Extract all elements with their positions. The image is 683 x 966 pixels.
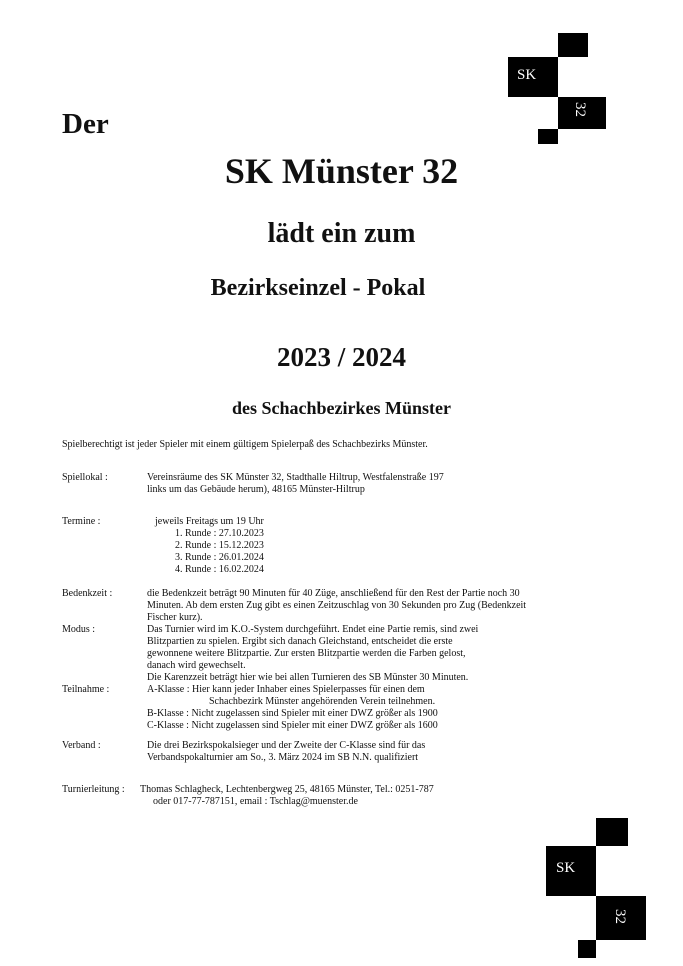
heading-district: des Schachbezirkes Münster (232, 398, 451, 418)
modus-text (147, 624, 667, 684)
heading-season: 2023 / 2024 (276, 342, 406, 372)
teilnahme-label: Teilnahme : (62, 684, 110, 695)
spiellokal-text (147, 472, 667, 496)
modus-line: Das Turnier wird im K.O.-System durchgeführt. Endet eine Partie remis, sind zwei (147, 624, 479, 635)
heading-der: Der (62, 108, 109, 140)
teilnahme-b-class: B-Klasse : Nicht zugelassen sind Spieler mit einer DWZ größer als 1900 (147, 708, 438, 719)
modus-line: gewonnene weitere Blitzpartie. Zur ersten Blitzpartie werden die Farben gelost, (147, 648, 466, 659)
club-logo-top (508, 33, 606, 144)
bedenkzeit-line: Fischer kurz). (147, 612, 203, 623)
logo-sk-text: SK (517, 67, 537, 83)
bedenkzeit-label: Bedenkzeit : (62, 588, 113, 599)
modus-line: danach wird gewechselt. (147, 660, 246, 671)
heading-club: SK Münster 32 (224, 151, 459, 191)
termine-text (155, 516, 655, 576)
spiellokal-label: Spiellokal : (62, 472, 108, 483)
verband-text (147, 740, 667, 764)
spiellokal-line: links um das Gebäude herum), 48165 Münster-Hiltrup (147, 484, 365, 495)
teilnahme-a-class: A-Klasse : Hier kann jeder Inhaber eines Spielerpasses für einen dem (147, 684, 425, 695)
termine-label: Termine : (62, 516, 101, 527)
modus-line: Blitzpartien zu spielen. Ergibt sich danach Gleichstand, entscheidet die erste (147, 636, 453, 647)
bedenkzeit-text (147, 588, 667, 624)
turnierleitung-label: Turnierleitung : (62, 784, 125, 795)
spiellokal-line: Vereinsräume des SK Münster 32, Stadthalle Hiltrup, Westfalenstraße 197 (147, 472, 444, 483)
verband-line: Verbandspokalturnier am So., 3. März 2024 im SB N.N. qualifiziert (147, 752, 419, 763)
modus-label: Modus : (62, 624, 96, 635)
heading-event: Bezirkseinzel - Pokal (210, 275, 426, 301)
club-logo-bottom (546, 818, 646, 958)
rounds-list (155, 528, 655, 576)
teilnahme-c-class: C-Klasse : Nicht zugelassen sind Spieler mit einer DWZ größer als 1600 (147, 720, 438, 731)
turnierleitung-email-line: oder 017-77-787151, email : Tschlag@muenster.de (153, 796, 358, 807)
list-item: 1. Runde : 27.10.2023 (185, 528, 655, 540)
termine-intro: jeweils Freitags um 19 Uhr (155, 516, 264, 527)
teilnahme-text (147, 684, 667, 732)
verband-line: Die drei Bezirkspokalsieger und der Zweite der C-Klasse sind für das (147, 740, 426, 751)
modus-line: Die Karenzzeit beträgt hier wie bei allen Turnieren des SB Münster 30 Minuten. (147, 672, 469, 683)
bedenkzeit-line: die Bedenkzeit beträgt 90 Minuten für 40 Züge, anschließend für den Rest der Partie noch 30 (147, 588, 520, 599)
logo-number-text: 32 (612, 909, 628, 924)
verband-label: Verband : (62, 740, 101, 751)
bedenkzeit-line: Minuten. Ab dem ersten Zug gibt es einen Zeitzuschlag von 30 Sekunden pro Zug (Bedenkzeit (147, 600, 527, 611)
eligibility-text: Spielberechtigt ist jeder Spieler mit einem gültigem Spielerpaß des Schachbezirks Münster. (62, 439, 428, 450)
logo-number-text: 32 (572, 102, 588, 117)
list-item: 2. Runde : 15.12.2023 (185, 540, 655, 552)
heading-invites: lädt ein zum (267, 218, 416, 249)
list-item: 4. Runde : 16.02.2024 (185, 564, 655, 576)
turnierleitung-line: Thomas Schlagheck, Lechtenbergweg 25, 48165 Münster, Tel.: 0251-787 (140, 784, 434, 795)
list-item: 3. Runde : 26.01.2024 (185, 552, 655, 564)
logo-sk-text: SK (556, 860, 576, 876)
turnierleitung-text (140, 784, 560, 808)
teilnahme-a-class-cont: Schachbezirk Münster angehörenden Verein teilnehmen. (209, 696, 436, 707)
